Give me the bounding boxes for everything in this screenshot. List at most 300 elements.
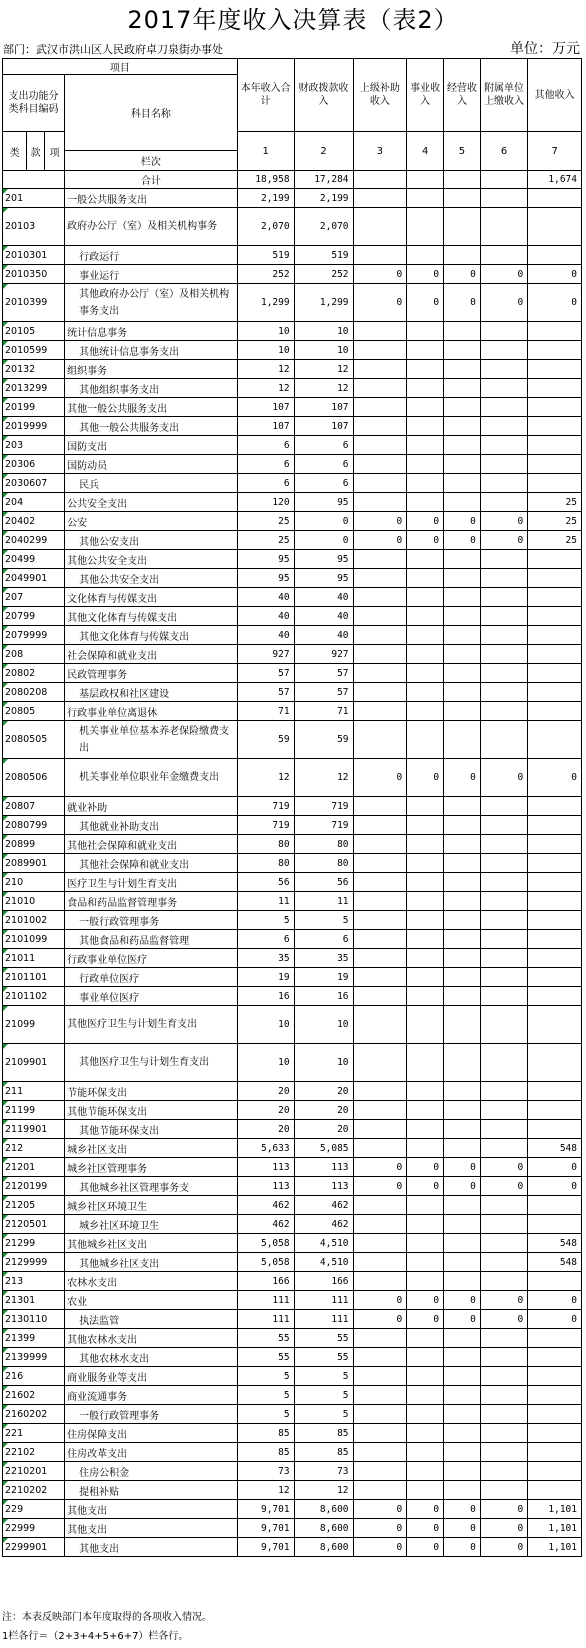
row-value-5 bbox=[444, 417, 481, 436]
row-value-7 bbox=[528, 1462, 582, 1481]
row-value-5 bbox=[444, 873, 481, 892]
row-value-3 bbox=[353, 1405, 407, 1424]
row-name: 事业运行 bbox=[65, 265, 238, 284]
row-value-4 bbox=[407, 835, 444, 854]
row-value-7: 1,101 bbox=[528, 1500, 582, 1519]
row-value-7 bbox=[528, 588, 582, 607]
total-value-3 bbox=[353, 171, 407, 189]
row-value-5 bbox=[444, 930, 481, 949]
row-code bbox=[3, 208, 65, 246]
row-value-7: 548 bbox=[528, 1234, 582, 1253]
total-label: 合计 bbox=[65, 171, 238, 189]
row-value-4: 0 bbox=[407, 1538, 444, 1557]
row-code-text: 2080505 bbox=[5, 734, 48, 745]
row-value-1: 107 bbox=[237, 398, 294, 417]
row-value-3 bbox=[353, 1196, 407, 1215]
row-name: 其他医疗卫生与计划生育支出 bbox=[65, 1006, 238, 1044]
row-value-6 bbox=[480, 702, 527, 721]
row-value-7 bbox=[528, 1386, 582, 1405]
row-value-1: 462 bbox=[237, 1215, 294, 1234]
row-code-text: 2080799 bbox=[5, 819, 48, 831]
row-value-3 bbox=[353, 835, 407, 854]
cell-marker-icon bbox=[3, 1253, 8, 1258]
income-table bbox=[2, 58, 582, 1557]
row-value-2: 12 bbox=[294, 360, 353, 379]
row-value-3 bbox=[353, 1082, 407, 1101]
row-value-3 bbox=[353, 550, 407, 569]
row-name: 其他统计信息事务支出 bbox=[65, 341, 238, 360]
row-code bbox=[3, 1405, 65, 1424]
row-value-2: 40 bbox=[294, 588, 353, 607]
row-value-3: 0 bbox=[353, 265, 407, 284]
row-code-text: 207 bbox=[5, 591, 24, 603]
row-code bbox=[3, 1215, 65, 1234]
row-value-6: 0 bbox=[480, 1310, 527, 1329]
row-value-1: 5 bbox=[237, 1405, 294, 1424]
row-value-1: 5 bbox=[237, 1367, 294, 1386]
row-value-4 bbox=[407, 493, 444, 512]
row-value-5 bbox=[444, 1329, 481, 1348]
table-row bbox=[3, 1405, 582, 1424]
row-value-4: 0 bbox=[407, 512, 444, 531]
row-code bbox=[3, 721, 65, 759]
table-row bbox=[3, 550, 582, 569]
row-value-6: 0 bbox=[480, 1291, 527, 1310]
row-value-5: 0 bbox=[444, 284, 481, 322]
row-name: 提租补贴 bbox=[65, 1481, 238, 1500]
row-value-3 bbox=[353, 455, 407, 474]
row-value-6 bbox=[480, 949, 527, 968]
row-name: 一般行政管理事务 bbox=[65, 1405, 238, 1424]
row-value-7 bbox=[528, 949, 582, 968]
row-value-4 bbox=[407, 702, 444, 721]
row-value-2: 80 bbox=[294, 854, 353, 873]
row-value-7 bbox=[528, 1424, 582, 1443]
col-header-1: 本年收入合计 bbox=[237, 59, 294, 132]
row-code-text: 2101102 bbox=[5, 990, 48, 1002]
table-row bbox=[3, 1082, 582, 1101]
row-value-1: 9,701 bbox=[237, 1538, 294, 1557]
table-row bbox=[3, 683, 582, 702]
row-value-6 bbox=[480, 797, 527, 816]
cell-marker-icon bbox=[3, 455, 8, 460]
table-row bbox=[3, 1177, 582, 1196]
row-value-4 bbox=[407, 1481, 444, 1500]
row-value-3 bbox=[353, 911, 407, 930]
cell-marker-icon bbox=[3, 664, 8, 669]
row-value-5 bbox=[444, 1139, 481, 1158]
row-code bbox=[3, 1082, 65, 1101]
row-code-text: 229 bbox=[5, 1503, 24, 1515]
row-value-2: 10 bbox=[294, 1006, 353, 1044]
table-row bbox=[3, 1386, 582, 1405]
row-code-text: 2040299 bbox=[5, 534, 48, 546]
cell-marker-icon bbox=[3, 1538, 8, 1543]
table-row bbox=[3, 702, 582, 721]
cell-marker-icon bbox=[3, 1139, 8, 1144]
row-code-text: 22102 bbox=[5, 1446, 36, 1458]
cell-marker-icon bbox=[3, 322, 8, 327]
row-value-7: 0 bbox=[528, 759, 582, 797]
row-value-2: 719 bbox=[294, 797, 353, 816]
row-value-7 bbox=[528, 702, 582, 721]
row-value-4 bbox=[407, 1120, 444, 1139]
row-value-3 bbox=[353, 1367, 407, 1386]
row-code-text: 21011 bbox=[5, 952, 36, 964]
row-value-3 bbox=[353, 588, 407, 607]
table-row bbox=[3, 531, 582, 550]
row-value-4: 0 bbox=[407, 1158, 444, 1177]
row-value-5 bbox=[444, 398, 481, 417]
row-value-6 bbox=[480, 1424, 527, 1443]
row-value-6 bbox=[480, 322, 527, 341]
row-value-2: 2,199 bbox=[294, 189, 353, 208]
cell-marker-icon bbox=[3, 854, 8, 859]
row-value-2: 20 bbox=[294, 1101, 353, 1120]
row-value-3 bbox=[353, 341, 407, 360]
row-name: 其他政府办公厅（室）及相关机构事务支出 bbox=[65, 284, 238, 322]
row-value-6 bbox=[480, 1443, 527, 1462]
row-name: 食品和药品监督管理事务 bbox=[65, 892, 238, 911]
cell-marker-icon bbox=[3, 1481, 8, 1486]
row-code-text: 21199 bbox=[5, 1104, 36, 1116]
row-value-5 bbox=[444, 721, 481, 759]
row-name: 其他城乡社区支出 bbox=[65, 1234, 238, 1253]
row-code-text: 2120501 bbox=[5, 1218, 48, 1230]
level-xiang: 项 bbox=[45, 132, 65, 171]
row-code bbox=[3, 797, 65, 816]
row-value-5 bbox=[444, 626, 481, 645]
row-value-3 bbox=[353, 930, 407, 949]
row-value-1: 95 bbox=[237, 550, 294, 569]
row-code bbox=[3, 493, 65, 512]
row-value-5 bbox=[444, 949, 481, 968]
row-code bbox=[3, 1291, 65, 1310]
row-value-2: 519 bbox=[294, 246, 353, 265]
row-value-1: 12 bbox=[237, 759, 294, 797]
total-value-2: 17,284 bbox=[294, 171, 353, 189]
row-value-4 bbox=[407, 189, 444, 208]
row-value-2: 12 bbox=[294, 759, 353, 797]
row-value-5 bbox=[444, 987, 481, 1006]
row-value-2: 927 bbox=[294, 645, 353, 664]
row-value-3 bbox=[353, 322, 407, 341]
row-value-5 bbox=[444, 379, 481, 398]
row-code bbox=[3, 1158, 65, 1177]
row-value-7 bbox=[528, 626, 582, 645]
row-name: 城乡社区环境卫生 bbox=[65, 1215, 238, 1234]
table-row bbox=[3, 398, 582, 417]
row-value-4 bbox=[407, 1405, 444, 1424]
row-code bbox=[3, 531, 65, 550]
row-value-3: 0 bbox=[353, 1500, 407, 1519]
row-code-text: 21205 bbox=[5, 1199, 36, 1211]
row-value-3: 0 bbox=[353, 1158, 407, 1177]
row-value-7 bbox=[528, 1196, 582, 1215]
row-name: 公安 bbox=[65, 512, 238, 531]
row-value-4 bbox=[407, 246, 444, 265]
row-value-4 bbox=[407, 1386, 444, 1405]
row-value-1: 6 bbox=[237, 474, 294, 493]
row-code-text: 21301 bbox=[5, 1294, 36, 1306]
cell-marker-icon bbox=[3, 379, 8, 384]
row-value-4 bbox=[407, 455, 444, 474]
cell-marker-icon bbox=[3, 417, 8, 422]
cell-marker-icon bbox=[3, 683, 8, 688]
row-value-2: 12 bbox=[294, 1481, 353, 1500]
row-value-4 bbox=[407, 360, 444, 379]
cell-marker-icon bbox=[3, 1006, 8, 1011]
row-code-text: 2130110 bbox=[5, 1313, 48, 1325]
row-value-3 bbox=[353, 1253, 407, 1272]
row-value-7 bbox=[528, 398, 582, 417]
row-code bbox=[3, 474, 65, 493]
row-code-text: 2049901 bbox=[5, 572, 48, 584]
row-value-2: 6 bbox=[294, 436, 353, 455]
row-value-5 bbox=[444, 1443, 481, 1462]
row-code-text: 2010350 bbox=[5, 268, 48, 280]
row-value-1: 20 bbox=[237, 1082, 294, 1101]
row-value-7 bbox=[528, 797, 582, 816]
row-code-text: 21399 bbox=[5, 1332, 36, 1344]
row-code bbox=[3, 569, 65, 588]
row-code-text: 2080208 bbox=[5, 686, 48, 698]
row-value-6 bbox=[480, 417, 527, 436]
row-value-2: 85 bbox=[294, 1424, 353, 1443]
row-code-text: 2089901 bbox=[5, 857, 48, 869]
row-value-6 bbox=[480, 968, 527, 987]
row-code bbox=[3, 379, 65, 398]
row-value-4 bbox=[407, 664, 444, 683]
row-code bbox=[3, 1253, 65, 1272]
row-value-7 bbox=[528, 189, 582, 208]
row-value-5 bbox=[444, 1386, 481, 1405]
cell-marker-icon bbox=[3, 246, 8, 251]
row-value-6: 0 bbox=[480, 531, 527, 550]
row-value-2: 5 bbox=[294, 911, 353, 930]
row-value-7: 25 bbox=[528, 531, 582, 550]
row-code bbox=[3, 1234, 65, 1253]
row-value-4 bbox=[407, 968, 444, 987]
table-row bbox=[3, 284, 582, 322]
row-code bbox=[3, 645, 65, 664]
row-value-3 bbox=[353, 1120, 407, 1139]
row-value-7 bbox=[528, 1367, 582, 1386]
row-value-6 bbox=[480, 436, 527, 455]
row-value-7 bbox=[528, 436, 582, 455]
row-value-2: 111 bbox=[294, 1310, 353, 1329]
row-code bbox=[3, 322, 65, 341]
table-row bbox=[3, 360, 582, 379]
table-row bbox=[3, 835, 582, 854]
row-value-2: 113 bbox=[294, 1158, 353, 1177]
row-value-1: 120 bbox=[237, 493, 294, 512]
table-row bbox=[3, 816, 582, 835]
row-code bbox=[3, 284, 65, 322]
row-value-5 bbox=[444, 1120, 481, 1139]
cell-marker-icon bbox=[3, 398, 8, 403]
row-name: 节能环保支出 bbox=[65, 1082, 238, 1101]
row-value-1: 927 bbox=[237, 645, 294, 664]
row-value-7 bbox=[528, 1006, 582, 1044]
row-value-4 bbox=[407, 1196, 444, 1215]
total-row bbox=[3, 171, 582, 189]
col-index-5: 5 bbox=[444, 132, 481, 171]
row-code-text: 2101101 bbox=[5, 971, 48, 983]
row-value-3 bbox=[353, 1462, 407, 1481]
row-name: 政府办公厅（室）及相关机构事务 bbox=[65, 208, 238, 246]
row-code bbox=[3, 246, 65, 265]
row-value-7 bbox=[528, 911, 582, 930]
row-value-4 bbox=[407, 474, 444, 493]
cell-marker-icon bbox=[3, 1082, 8, 1087]
row-value-5 bbox=[444, 645, 481, 664]
row-code bbox=[3, 1348, 65, 1367]
row-name: 行政单位医疗 bbox=[65, 968, 238, 987]
row-value-1: 5,058 bbox=[237, 1253, 294, 1272]
row-value-4 bbox=[407, 911, 444, 930]
row-value-6 bbox=[480, 987, 527, 1006]
row-value-1: 55 bbox=[237, 1348, 294, 1367]
row-value-7 bbox=[528, 892, 582, 911]
row-code bbox=[3, 265, 65, 284]
row-value-6 bbox=[480, 1044, 527, 1082]
row-name: 社会保障和就业支出 bbox=[65, 645, 238, 664]
row-value-2: 6 bbox=[294, 455, 353, 474]
row-value-3: 0 bbox=[353, 1177, 407, 1196]
row-name: 其他一般公共服务支出 bbox=[65, 398, 238, 417]
row-value-3 bbox=[353, 664, 407, 683]
row-name: 其他支出 bbox=[65, 1538, 238, 1557]
table-row bbox=[3, 1443, 582, 1462]
table-row bbox=[3, 968, 582, 987]
row-value-7: 0 bbox=[528, 1158, 582, 1177]
cell-marker-icon bbox=[3, 1196, 8, 1201]
row-code bbox=[3, 1538, 65, 1557]
row-value-7 bbox=[528, 721, 582, 759]
row-value-1: 519 bbox=[237, 246, 294, 265]
row-value-5 bbox=[444, 1044, 481, 1082]
row-value-7: 25 bbox=[528, 493, 582, 512]
row-value-2: 95 bbox=[294, 493, 353, 512]
row-value-3 bbox=[353, 702, 407, 721]
row-value-7 bbox=[528, 208, 582, 246]
row-value-6 bbox=[480, 360, 527, 379]
row-value-2: 111 bbox=[294, 1291, 353, 1310]
row-value-2: 462 bbox=[294, 1215, 353, 1234]
row-value-4 bbox=[407, 797, 444, 816]
row-code bbox=[3, 436, 65, 455]
row-value-3 bbox=[353, 569, 407, 588]
row-value-4 bbox=[407, 1215, 444, 1234]
row-value-3: 0 bbox=[353, 284, 407, 322]
row-value-7: 0 bbox=[528, 1291, 582, 1310]
table-row bbox=[3, 626, 582, 645]
cell-marker-icon bbox=[3, 1462, 8, 1467]
note-2: 1栏各行＝（2+3+4+5+6+7）栏各行。 bbox=[2, 1631, 189, 1642]
row-name: 住房保障支出 bbox=[65, 1424, 238, 1443]
row-value-6 bbox=[480, 569, 527, 588]
row-code bbox=[3, 417, 65, 436]
row-value-1: 20 bbox=[237, 1120, 294, 1139]
col-index-4: 4 bbox=[407, 132, 444, 171]
row-value-3 bbox=[353, 949, 407, 968]
row-value-4 bbox=[407, 854, 444, 873]
row-value-5: 0 bbox=[444, 1310, 481, 1329]
col-index-label: 栏次 bbox=[65, 151, 238, 171]
row-name: 农业 bbox=[65, 1291, 238, 1310]
row-name: 执法监管 bbox=[65, 1310, 238, 1329]
cell-marker-icon bbox=[3, 550, 8, 555]
row-value-6 bbox=[480, 645, 527, 664]
row-value-7 bbox=[528, 341, 582, 360]
row-value-4: 0 bbox=[407, 1291, 444, 1310]
row-value-5 bbox=[444, 1348, 481, 1367]
table-row bbox=[3, 911, 582, 930]
cell-marker-icon bbox=[3, 1310, 8, 1315]
row-value-3 bbox=[353, 1348, 407, 1367]
row-value-3 bbox=[353, 645, 407, 664]
row-value-5 bbox=[444, 189, 481, 208]
row-value-7 bbox=[528, 1348, 582, 1367]
row-value-1: 12 bbox=[237, 360, 294, 379]
row-value-3 bbox=[353, 626, 407, 645]
cell-marker-icon bbox=[3, 1500, 8, 1505]
row-value-6 bbox=[480, 1253, 527, 1272]
row-name: 其他公共安全支出 bbox=[65, 550, 238, 569]
row-value-3 bbox=[353, 1443, 407, 1462]
row-value-2: 57 bbox=[294, 683, 353, 702]
row-value-6 bbox=[480, 1405, 527, 1424]
row-value-4 bbox=[407, 1424, 444, 1443]
row-name: 机关事业单位职业年金缴费支出 bbox=[65, 759, 238, 797]
total-value-7: 1,674 bbox=[528, 171, 582, 189]
row-value-5 bbox=[444, 664, 481, 683]
row-value-3: 0 bbox=[353, 531, 407, 550]
row-value-5 bbox=[444, 1234, 481, 1253]
row-value-4 bbox=[407, 1082, 444, 1101]
row-value-1: 20 bbox=[237, 1101, 294, 1120]
col-index-6: 6 bbox=[480, 132, 527, 171]
cell-marker-icon bbox=[3, 816, 8, 821]
cell-marker-icon bbox=[3, 835, 8, 840]
code-title-header: 支出功能分类科目编码 bbox=[3, 75, 65, 132]
row-value-6: 0 bbox=[480, 1158, 527, 1177]
row-name: 统计信息事务 bbox=[65, 322, 238, 341]
row-value-4 bbox=[407, 569, 444, 588]
cell-marker-icon bbox=[3, 1291, 8, 1296]
row-value-2: 0 bbox=[294, 531, 353, 550]
row-name: 其他就业补助支出 bbox=[65, 816, 238, 835]
row-value-4 bbox=[407, 683, 444, 702]
row-value-3 bbox=[353, 1139, 407, 1158]
row-name: 其他社会保障和就业支出 bbox=[65, 854, 238, 873]
col-header-3: 上级补助收入 bbox=[353, 59, 407, 132]
row-value-1: 80 bbox=[237, 835, 294, 854]
row-value-1: 35 bbox=[237, 949, 294, 968]
table-body bbox=[3, 189, 582, 1557]
row-code bbox=[3, 816, 65, 835]
row-value-3 bbox=[353, 189, 407, 208]
row-name: 文化体育与传媒支出 bbox=[65, 588, 238, 607]
row-value-7 bbox=[528, 1082, 582, 1101]
row-value-6 bbox=[480, 1006, 527, 1044]
cell-marker-icon bbox=[3, 1120, 8, 1125]
row-code-text: 2010301 bbox=[5, 249, 48, 261]
row-code-text: 211 bbox=[5, 1085, 24, 1097]
table-row bbox=[3, 987, 582, 1006]
row-value-3 bbox=[353, 892, 407, 911]
